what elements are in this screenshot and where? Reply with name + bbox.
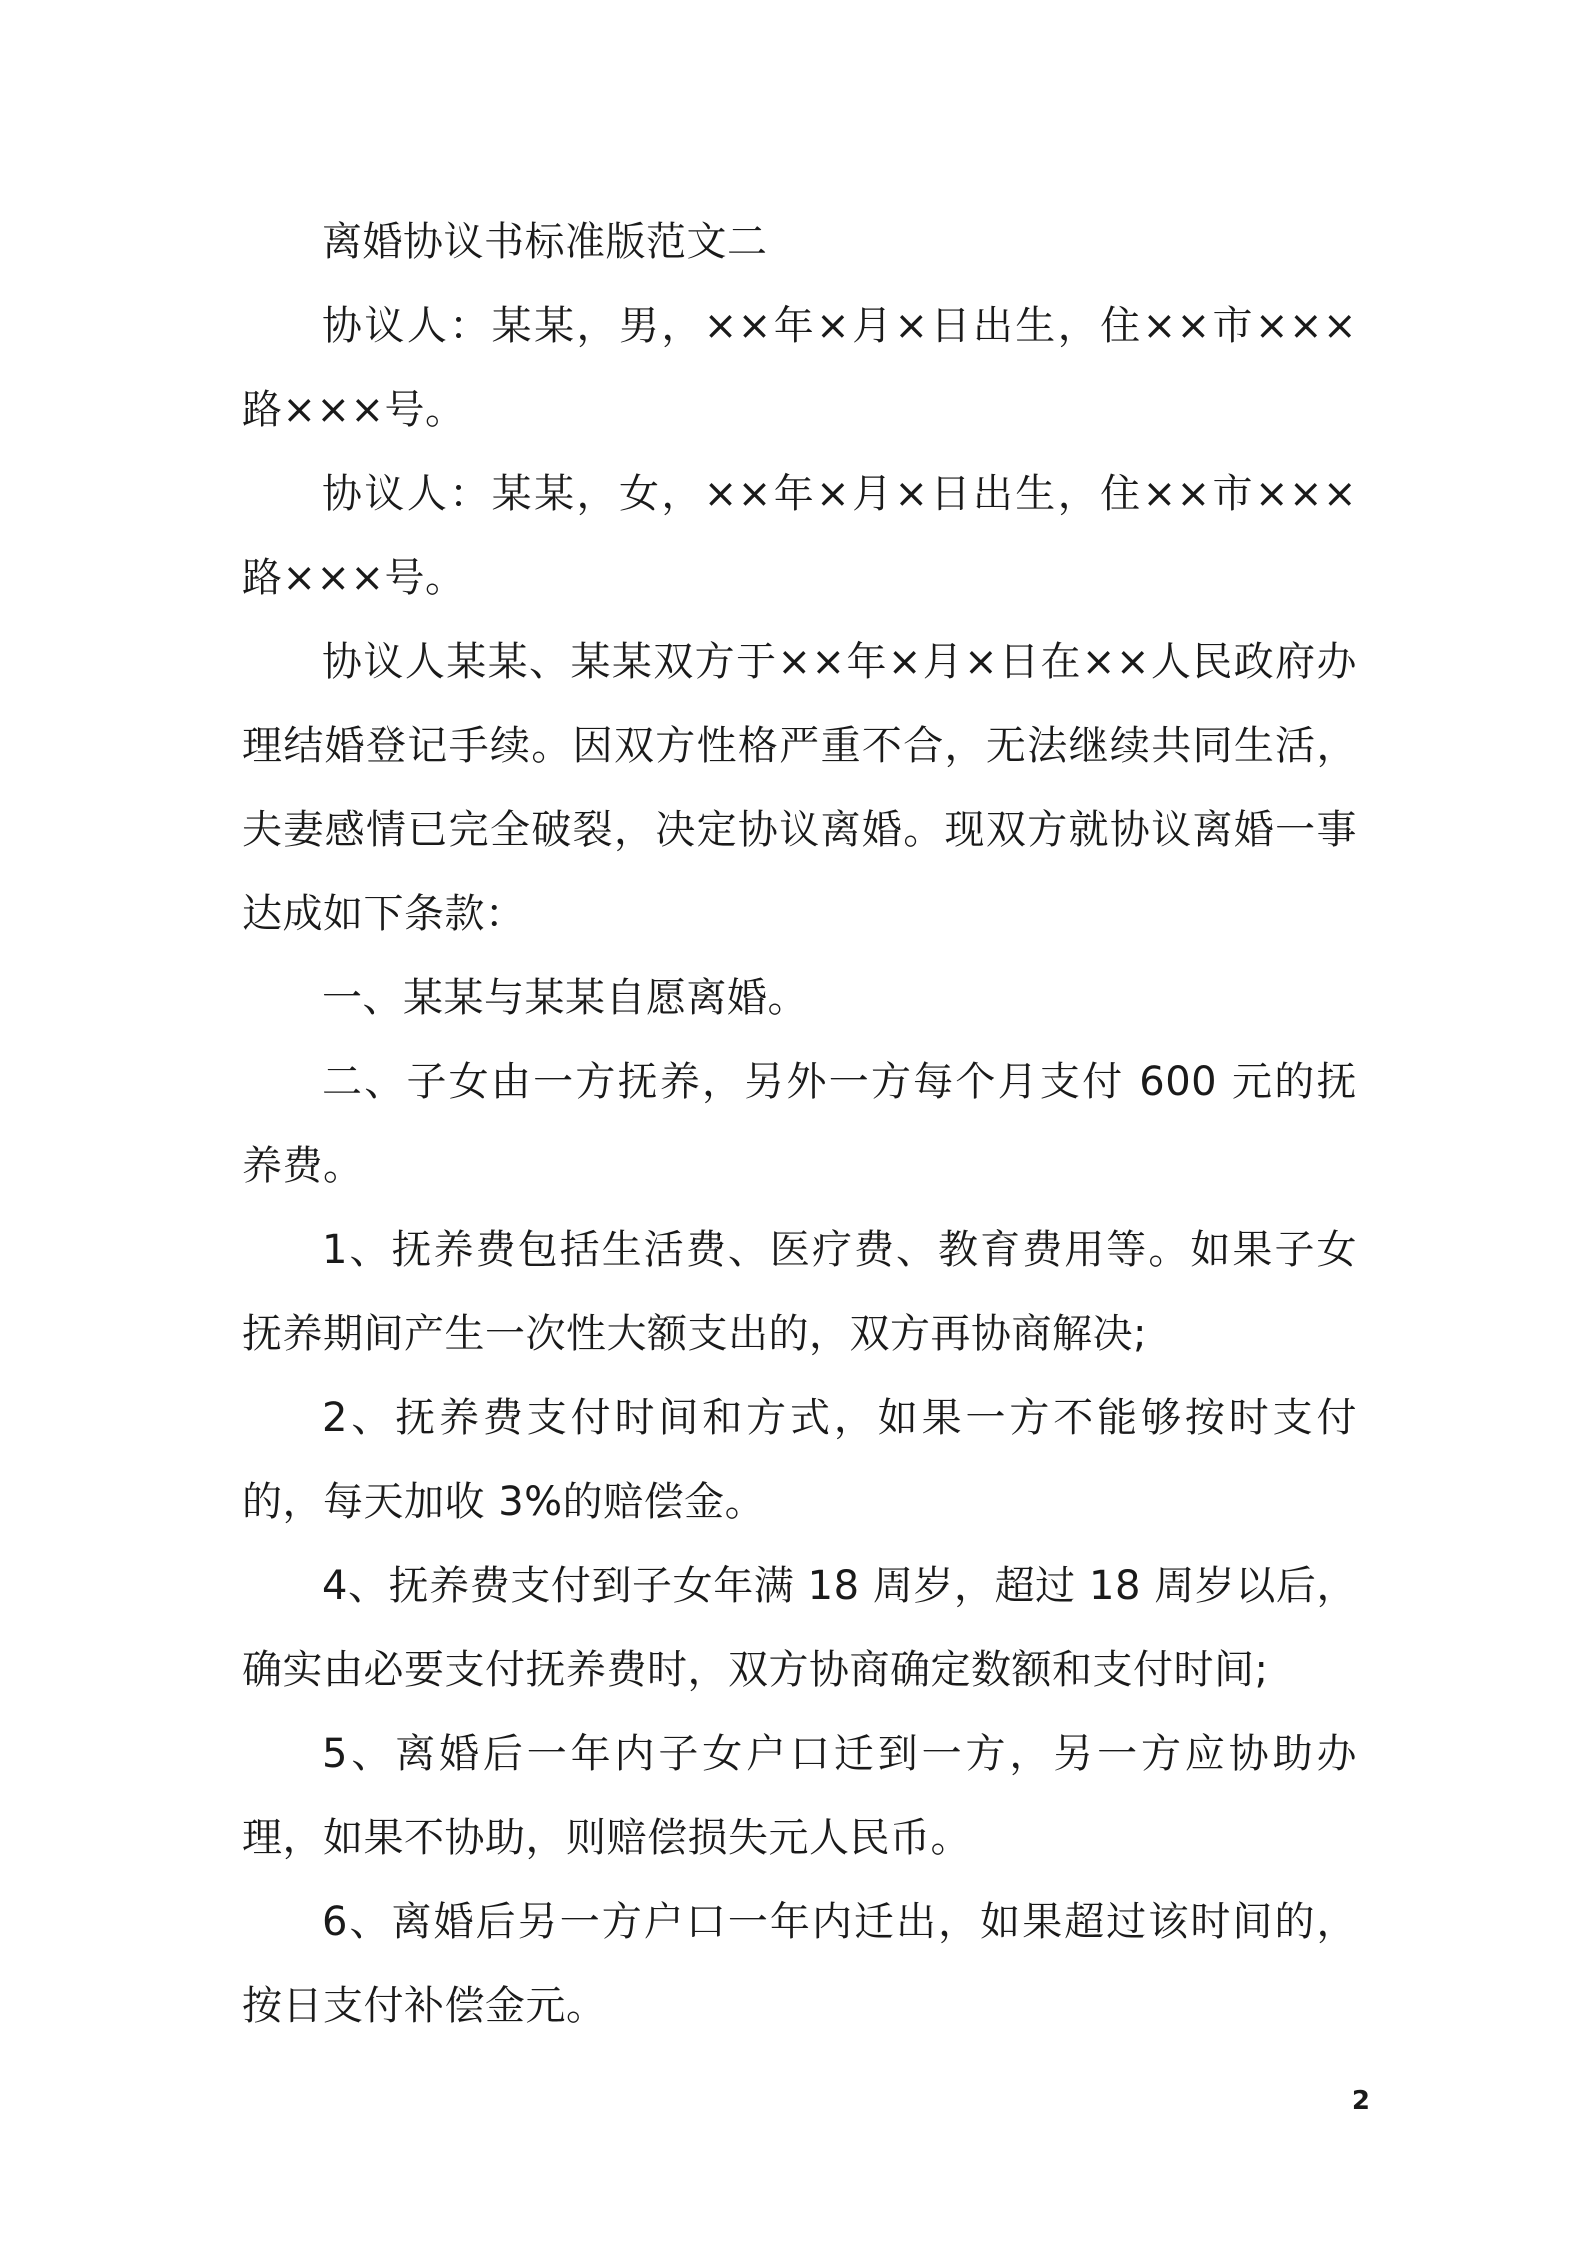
document-body <box>242 200 1357 2048</box>
subclause-1-paragraph: 1、抚养费包括生活费、医疗费、教育费用等。如果子女抚养期间产生一次性大额支出的，双方再协商解决; <box>242 1227 1357 1357</box>
subclause-2-paragraph: 2、抚养费支付时间和方式，如果一方不能够按时支付的，每天加收 3%的赔偿金。 <box>242 1395 1357 1525</box>
subclause-6-paragraph: 6、离婚后另一方户口一年内迁出，如果超过该时间的，按日支付补偿金元。 <box>242 1899 1357 2029</box>
preamble-paragraph: 协议人某某、某某双方于××年×月×日在××人民政府办理结婚登记手续。因双方性格严重不合，无法继续共同生活，夫妻感情已完全破裂，决定协议离婚。现双方就协议离婚一事达成如下条款： <box>242 639 1357 937</box>
party-female-paragraph: 协议人：某某，女，××年×月×日出生，住××市×××路×××号。 <box>242 471 1357 601</box>
subclause-5-paragraph: 5、离婚后一年内子女户口迁到一方，另一方应协助办理，如果不协助，则赔偿损失元人民币。 <box>242 1731 1357 1861</box>
party-male-paragraph: 协议人：某某，男，××年×月×日出生，住××市×××路×××号。 <box>242 303 1357 433</box>
subclause-4-paragraph: 4、抚养费支付到子女年满 18 周岁，超过 18 周岁以后，确实由必要支付抚养费时，双方协商确定数额和支付时间; <box>242 1563 1357 1693</box>
clause-2-paragraph: 二、子女由一方抚养，另外一方每个月支付 600 元的抚养费。 <box>242 1059 1357 1189</box>
page-number: 2 <box>1351 2086 1370 2116</box>
clause-1-paragraph: 一、某某与某某自愿离婚。 <box>322 975 808 1021</box>
document-title: 离婚协议书标准版范文二 <box>322 219 768 265</box>
